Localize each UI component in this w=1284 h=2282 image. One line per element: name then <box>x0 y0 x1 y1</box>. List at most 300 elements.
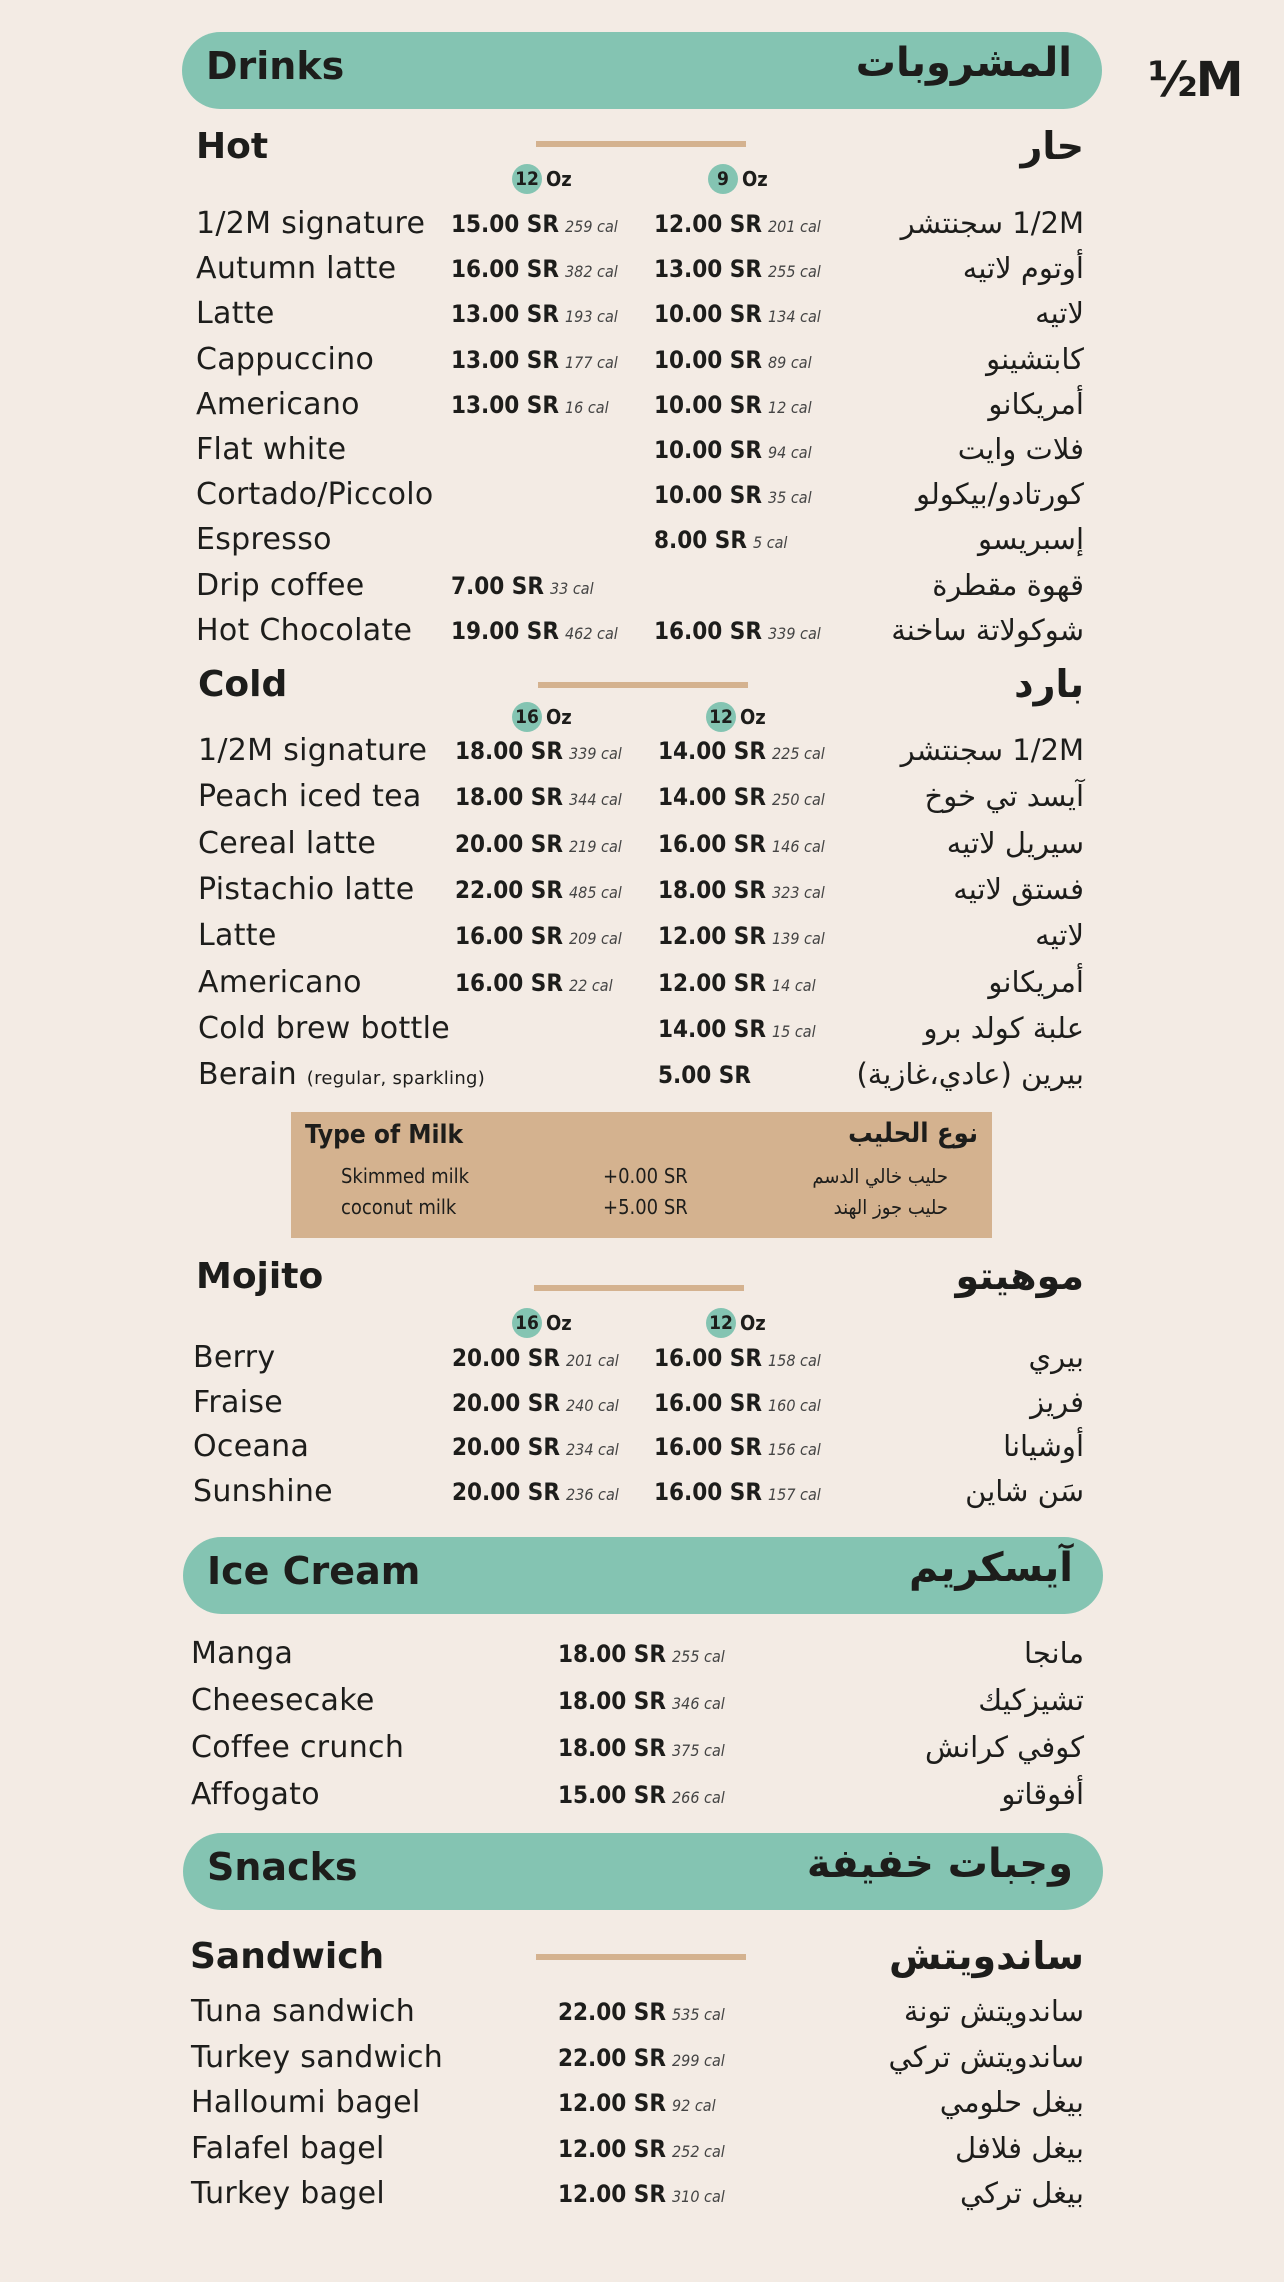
size-label <box>706 702 766 732</box>
price-value: 12.00 SR <box>658 922 766 951</box>
item-name-ar: 1/2M سجنتشر <box>900 733 1084 767</box>
item-price <box>451 300 618 328</box>
calories: 234 cal <box>566 1440 619 1459</box>
calories: 157 cal <box>768 1484 821 1504</box>
item-name <box>191 1730 404 1765</box>
item-name-text: Peach iced tea <box>198 779 422 815</box>
menu-item-row <box>0 1683 1284 1727</box>
icecream-title-ar: آيسكريم <box>909 1545 1073 1591</box>
calories: 485 cal <box>569 882 622 902</box>
price-value: 10.00 SR <box>654 390 762 419</box>
item-name <box>196 522 332 557</box>
item-price <box>455 969 613 997</box>
item-name-text: Pistachio latte <box>198 871 415 907</box>
item-name-ar: قهوة مقطرة <box>932 567 1084 602</box>
calories: 15 cal <box>772 1021 816 1041</box>
item-name-text: Falafel bagel <box>191 2130 385 2166</box>
calories: 462 cal <box>565 623 618 643</box>
item-name <box>198 918 277 953</box>
item-price <box>558 1781 725 1809</box>
price-value: 18.00 SR <box>658 875 766 904</box>
snacks-title-ar: وجبات خفيفة <box>806 1841 1073 1887</box>
item-name <box>191 1777 320 1812</box>
menu-item-row <box>0 2040 1284 2084</box>
size-label <box>706 1308 766 1338</box>
item-name-ar: بيرين (عادي،غازية) <box>856 1057 1084 1092</box>
item-price <box>654 346 812 374</box>
price-value: 15.00 SR <box>451 210 559 238</box>
item-name-ar: بيغل تركي <box>959 2176 1084 2210</box>
item-price <box>558 1734 725 1762</box>
item-name-text: Latte <box>198 918 277 954</box>
item-name <box>196 432 346 467</box>
item-name-text: Autumn latte <box>196 251 397 287</box>
drinks-title-en: Drinks <box>206 44 345 88</box>
price-value: 19.00 SR <box>451 616 559 645</box>
item-name-ar: ساندويتش تركي <box>888 2039 1084 2074</box>
menu-item-row <box>0 1429 1284 1473</box>
item-name-text: Hot Chocolate <box>196 612 413 648</box>
item-price <box>558 2135 725 2163</box>
calories: 535 cal <box>672 2005 725 2024</box>
calories: 94 cal <box>768 443 812 462</box>
price-value: 12.00 SR <box>558 2180 666 2208</box>
calories: 201 cal <box>566 1351 619 1370</box>
item-price <box>658 876 825 904</box>
item-price <box>654 1478 821 1506</box>
item-name-text: Drip coffee <box>196 567 365 603</box>
price-value: 13.00 SR <box>451 390 559 419</box>
calories: 255 cal <box>768 262 821 282</box>
calories: 177 cal <box>565 352 618 372</box>
price-value: 18.00 SR <box>558 1687 666 1715</box>
calories: 344 cal <box>569 790 622 810</box>
item-price <box>654 391 812 419</box>
item-name <box>193 1474 333 1509</box>
milk-name: coconut milk <box>341 1195 457 1219</box>
item-price <box>654 210 821 238</box>
size-unit: Oz <box>740 705 766 729</box>
item-name <box>198 733 427 768</box>
calories: 158 cal <box>768 1351 821 1370</box>
price-value: 12.00 SR <box>658 968 766 997</box>
menu-item-row <box>0 1011 1284 1055</box>
item-name-ar: أوشيانا <box>1003 1429 1084 1463</box>
calories: 134 cal <box>768 307 821 327</box>
calories: 89 cal <box>768 352 812 372</box>
price-value: 20.00 SR <box>452 1433 560 1461</box>
menu-item-row <box>0 918 1284 962</box>
item-name <box>191 2040 443 2075</box>
item-name-ar: شوكولاتة ساخنة <box>891 612 1084 647</box>
price-value: 20.00 SR <box>452 1344 560 1372</box>
item-name-text: Sunshine <box>193 1473 333 1509</box>
calories: 209 cal <box>569 929 622 949</box>
size-number: 12 <box>706 702 736 732</box>
item-name-text: Flat white <box>196 432 347 467</box>
price-value: 8.00 SR <box>654 526 747 555</box>
menu-item-row <box>0 1057 1284 1101</box>
item-name <box>191 2176 385 2211</box>
item-name-ar: كوفي كرانش <box>925 1730 1084 1764</box>
item-price <box>658 783 825 811</box>
size-number: 9 <box>708 164 738 194</box>
price-value: 22.00 SR <box>558 2043 666 2072</box>
item-name <box>196 342 374 377</box>
item-name-text: Cereal latte <box>198 825 377 861</box>
menu-item-row <box>0 1994 1284 2038</box>
item-price <box>658 830 825 858</box>
size-unit: Oz <box>546 705 572 729</box>
item-name-ar: سَن شاين <box>965 1473 1084 1508</box>
menu-item-row <box>0 2176 1284 2220</box>
item-name-ar: أوتوم لاتيه <box>962 251 1084 286</box>
item-name-ar: أفوقاتو <box>1001 1777 1084 1811</box>
size-number: 16 <box>512 1308 542 1338</box>
price-value: 20.00 SR <box>455 829 563 858</box>
mojito-title-ar: موهيتو <box>955 1254 1084 1298</box>
item-price <box>455 876 622 904</box>
item-name-ar: بيغل حلومي <box>939 2085 1084 2119</box>
item-price <box>654 255 821 283</box>
price-value: 16.00 SR <box>455 922 563 951</box>
price-value: 16.00 SR <box>654 1388 762 1417</box>
calories: 266 cal <box>672 1788 725 1807</box>
item-name-text: Berain <box>198 1057 297 1093</box>
calories: 252 cal <box>672 2141 725 2161</box>
item-price <box>452 1344 619 1372</box>
menu-item-row <box>0 872 1284 916</box>
drinks-title-ar: المشروبات <box>855 40 1072 86</box>
item-price <box>654 1344 821 1372</box>
item-name <box>196 387 360 422</box>
price-value: 12.00 SR <box>558 2089 666 2117</box>
item-price <box>654 617 821 645</box>
price-value: 22.00 SR <box>558 1998 666 2026</box>
price-value: 10.00 SR <box>654 345 762 374</box>
calories: 14 cal <box>772 975 816 995</box>
sandwich-title-ar: ساندويتش <box>889 1934 1084 1978</box>
item-name-ar: ساندويتش تونة <box>903 1994 1084 2028</box>
menu-item-row <box>0 342 1284 386</box>
menu-item-row <box>0 1340 1284 1384</box>
price-value: 18.00 SR <box>558 1640 666 1668</box>
item-price <box>452 1478 619 1506</box>
item-name <box>198 1011 450 1046</box>
calories: 22 cal <box>569 975 613 995</box>
item-name-ar: أمريكانو <box>988 964 1084 999</box>
item-name-ar: 1/2M سجنتشر <box>900 206 1084 240</box>
item-price <box>451 346 618 374</box>
item-name <box>193 1385 283 1420</box>
item-name <box>198 965 362 1000</box>
cold-title-ar: بارد <box>1014 662 1084 706</box>
calories: 92 cal <box>672 2096 716 2115</box>
size-number: 12 <box>512 164 542 194</box>
milk-name-ar: حليب خالي الدسم <box>812 1164 948 1188</box>
item-name-ar: مانجا <box>1024 1636 1084 1670</box>
calories: 236 cal <box>566 1484 619 1504</box>
price-value: 10.00 SR <box>654 481 762 510</box>
calories: 16 cal <box>565 397 609 417</box>
item-price <box>658 969 816 997</box>
calories: 5 cal <box>752 533 788 553</box>
item-name-text: Oceana <box>193 1429 310 1464</box>
menu-item-row <box>0 522 1284 566</box>
menu-item-row <box>0 779 1284 823</box>
item-name-text: Fraise <box>193 1384 284 1420</box>
menu-item-row <box>0 733 1284 777</box>
price-value: 16.00 SR <box>654 1433 762 1461</box>
price-value: 10.00 SR <box>654 300 762 329</box>
item-price <box>452 1433 619 1461</box>
item-price <box>455 737 622 765</box>
menu-item-row <box>0 387 1284 431</box>
milk-price: +0.00 SR <box>603 1164 688 1188</box>
calories: 299 cal <box>672 2050 725 2070</box>
price-value: 20.00 SR <box>452 1477 560 1506</box>
price-value: 13.00 SR <box>451 300 559 329</box>
menu-item-row <box>0 2085 1284 2129</box>
price-value: 12.00 SR <box>558 2134 666 2163</box>
calories: 339 cal <box>569 744 622 763</box>
item-price <box>654 526 787 554</box>
item-name-ar: تشيزكيك <box>978 1683 1084 1717</box>
price-value: 16.00 SR <box>654 1477 762 1506</box>
item-name-text: 1/2M signature <box>198 733 428 768</box>
item-name <box>191 1994 415 2029</box>
size-unit: Oz <box>546 1311 572 1335</box>
calories: 12 cal <box>768 397 812 417</box>
item-name-ar: كابتشينو <box>986 341 1084 376</box>
item-name-ar: كورتادو/بيكولو <box>915 477 1084 512</box>
item-price <box>451 617 618 645</box>
price-value: 14.00 SR <box>658 1014 766 1043</box>
item-price <box>558 2180 725 2208</box>
item-price <box>455 922 622 950</box>
divider <box>538 682 748 688</box>
item-name <box>196 251 396 286</box>
item-name-text: Cheesecake <box>191 1683 375 1718</box>
item-price <box>558 2089 716 2117</box>
calories: 255 cal <box>672 1647 725 1666</box>
item-price <box>451 572 594 600</box>
milk-name: Skimmed milk <box>341 1164 470 1188</box>
item-price <box>658 737 825 765</box>
menu-item-row <box>0 613 1284 657</box>
icecream-header <box>183 1537 1103 1614</box>
item-price <box>451 255 618 283</box>
divider <box>534 1285 744 1291</box>
item-name-text: Americano <box>198 964 362 1000</box>
calories: 310 cal <box>672 2187 725 2206</box>
item-name-ar: أمريكانو <box>988 386 1084 421</box>
item-name-ar: سيريل لاتيه <box>946 825 1084 860</box>
price-value: 15.00 SR <box>558 1781 666 1809</box>
calories: 250 cal <box>772 790 825 810</box>
item-name <box>193 1429 309 1464</box>
milk-option <box>291 1164 992 1194</box>
calories: 160 cal <box>768 1395 821 1415</box>
calories: 240 cal <box>566 1395 619 1415</box>
milk-title-ar: نوع الحليب <box>848 1118 978 1149</box>
calories: 146 cal <box>772 836 825 856</box>
calories: 201 cal <box>768 217 821 236</box>
item-price <box>452 1389 619 1417</box>
milk-options-box <box>291 1112 992 1238</box>
item-name <box>191 1636 293 1671</box>
item-name-ar: لاتيه <box>1035 296 1084 331</box>
item-name-ar: علبة كولد برو <box>923 1010 1084 1045</box>
item-name-text: Berry <box>193 1340 276 1375</box>
item-name-ar: بيغل فلافل <box>955 2130 1084 2165</box>
hot-title-en: Hot <box>196 126 269 167</box>
price-value: 10.00 SR <box>654 436 762 464</box>
item-name-text: Espresso <box>196 522 332 558</box>
item-name <box>191 2085 421 2120</box>
size-label <box>708 164 768 194</box>
item-name-text: Cold brew bottle <box>198 1010 450 1046</box>
item-name <box>191 1683 375 1718</box>
item-name <box>196 206 425 241</box>
item-note: (regular, sparkling) <box>306 1068 486 1090</box>
price-value: 16.00 SR <box>658 829 766 858</box>
calories: 323 cal <box>772 882 825 902</box>
item-name <box>198 826 376 861</box>
item-name-text: Coffee crunch <box>191 1730 405 1765</box>
drinks-header <box>182 32 1102 109</box>
item-name-text: 1/2M signature <box>196 206 426 241</box>
price-value: 18.00 SR <box>558 1734 666 1762</box>
calories: 219 cal <box>569 836 622 856</box>
menu-item-row <box>0 1777 1284 1821</box>
item-name-text: Cappuccino <box>196 341 375 377</box>
calories: 346 cal <box>672 1694 725 1713</box>
item-name-ar: فريز <box>1030 1384 1084 1419</box>
price-value: 14.00 SR <box>658 737 766 765</box>
item-name-ar: آيسد تي خوخ <box>924 779 1084 814</box>
item-price <box>558 1687 725 1715</box>
size-unit: Oz <box>546 167 572 191</box>
item-name <box>196 296 275 331</box>
brand-logo: ½M <box>1148 52 1242 108</box>
item-name-text: Turkey sandwich <box>191 2039 444 2075</box>
menu-item-row <box>0 826 1284 870</box>
calories: 382 cal <box>565 262 618 282</box>
price-value: 13.00 SR <box>654 255 762 284</box>
price-value: 5.00 SR <box>658 1061 751 1090</box>
cold-title-en: Cold <box>198 664 288 705</box>
calories: 193 cal <box>565 307 618 327</box>
divider <box>536 1954 746 1960</box>
menu-item-row <box>0 965 1284 1009</box>
item-price <box>654 481 812 509</box>
snacks-title-en: Snacks <box>207 1845 358 1889</box>
item-name <box>196 568 365 603</box>
menu-item-row <box>0 206 1284 250</box>
size-unit: Oz <box>740 1311 766 1335</box>
item-name <box>191 2131 385 2166</box>
price-value: 22.00 SR <box>455 875 563 904</box>
item-name <box>193 1340 275 1375</box>
item-price <box>558 1998 725 2026</box>
calories: 339 cal <box>768 623 821 643</box>
snacks-header <box>183 1833 1103 1910</box>
calories: 259 cal <box>565 217 618 236</box>
milk-title-en: Type of Milk <box>305 1120 464 1150</box>
divider <box>536 141 746 147</box>
menu-item-row <box>0 568 1284 612</box>
item-price <box>658 1015 816 1043</box>
menu-item-row <box>0 477 1284 521</box>
item-name <box>198 779 422 814</box>
price-value: 13.00 SR <box>451 345 559 374</box>
item-name <box>198 1057 485 1092</box>
menu-item-row <box>0 296 1284 340</box>
hot-title-ar: حار <box>1020 124 1084 168</box>
price-value: 12.00 SR <box>654 210 762 238</box>
item-price <box>451 210 618 238</box>
price-value: 16.00 SR <box>455 968 563 997</box>
calories: 225 cal <box>772 744 825 763</box>
item-price <box>654 300 821 328</box>
milk-option <box>291 1195 992 1225</box>
menu-item-row <box>0 432 1284 476</box>
calories: 156 cal <box>768 1440 821 1459</box>
size-number: 16 <box>512 702 542 732</box>
item-price <box>658 922 825 950</box>
item-name-text: Manga <box>191 1636 294 1671</box>
price-value: 18.00 SR <box>455 737 563 765</box>
item-name-text: Latte <box>196 296 275 332</box>
size-unit: Oz <box>742 167 768 191</box>
calories: 375 cal <box>672 1741 725 1760</box>
item-price <box>654 1389 821 1417</box>
price-value: 16.00 SR <box>654 616 762 645</box>
price-value: 14.00 SR <box>658 783 766 812</box>
item-name-text: Tuna sandwich <box>191 1994 416 2029</box>
item-name-ar: بيري <box>1028 1340 1084 1374</box>
item-name-text: Cortado/Piccolo <box>196 477 434 513</box>
size-number: 12 <box>706 1308 736 1338</box>
calories: 139 cal <box>772 929 825 949</box>
menu-item-row <box>0 1385 1284 1429</box>
item-price <box>654 1433 821 1461</box>
item-price <box>558 1640 725 1668</box>
item-name-ar: إسبريسو <box>977 522 1084 557</box>
size-label <box>512 164 572 194</box>
item-price <box>558 2044 725 2072</box>
size-label <box>512 1308 572 1338</box>
sandwich-title-en: Sandwich <box>190 1936 385 1977</box>
price-value: 16.00 SR <box>654 1344 762 1372</box>
item-name-text: Turkey bagel <box>191 2176 386 2211</box>
item-price <box>654 436 812 464</box>
milk-price: +5.00 SR <box>603 1195 688 1219</box>
item-price <box>455 783 622 811</box>
item-name-ar: فستق لاتيه <box>953 871 1084 906</box>
calories: 33 cal <box>549 578 594 598</box>
item-price <box>658 1061 751 1089</box>
icecream-title-en: Ice Cream <box>207 1549 421 1593</box>
mojito-title-en: Mojito <box>196 1256 324 1297</box>
price-value: 7.00 SR <box>451 571 544 600</box>
menu-item-row <box>0 1730 1284 1774</box>
item-name <box>196 613 412 648</box>
size-label <box>512 702 572 732</box>
item-price <box>451 391 609 419</box>
item-name-ar: لاتيه <box>1035 918 1084 953</box>
